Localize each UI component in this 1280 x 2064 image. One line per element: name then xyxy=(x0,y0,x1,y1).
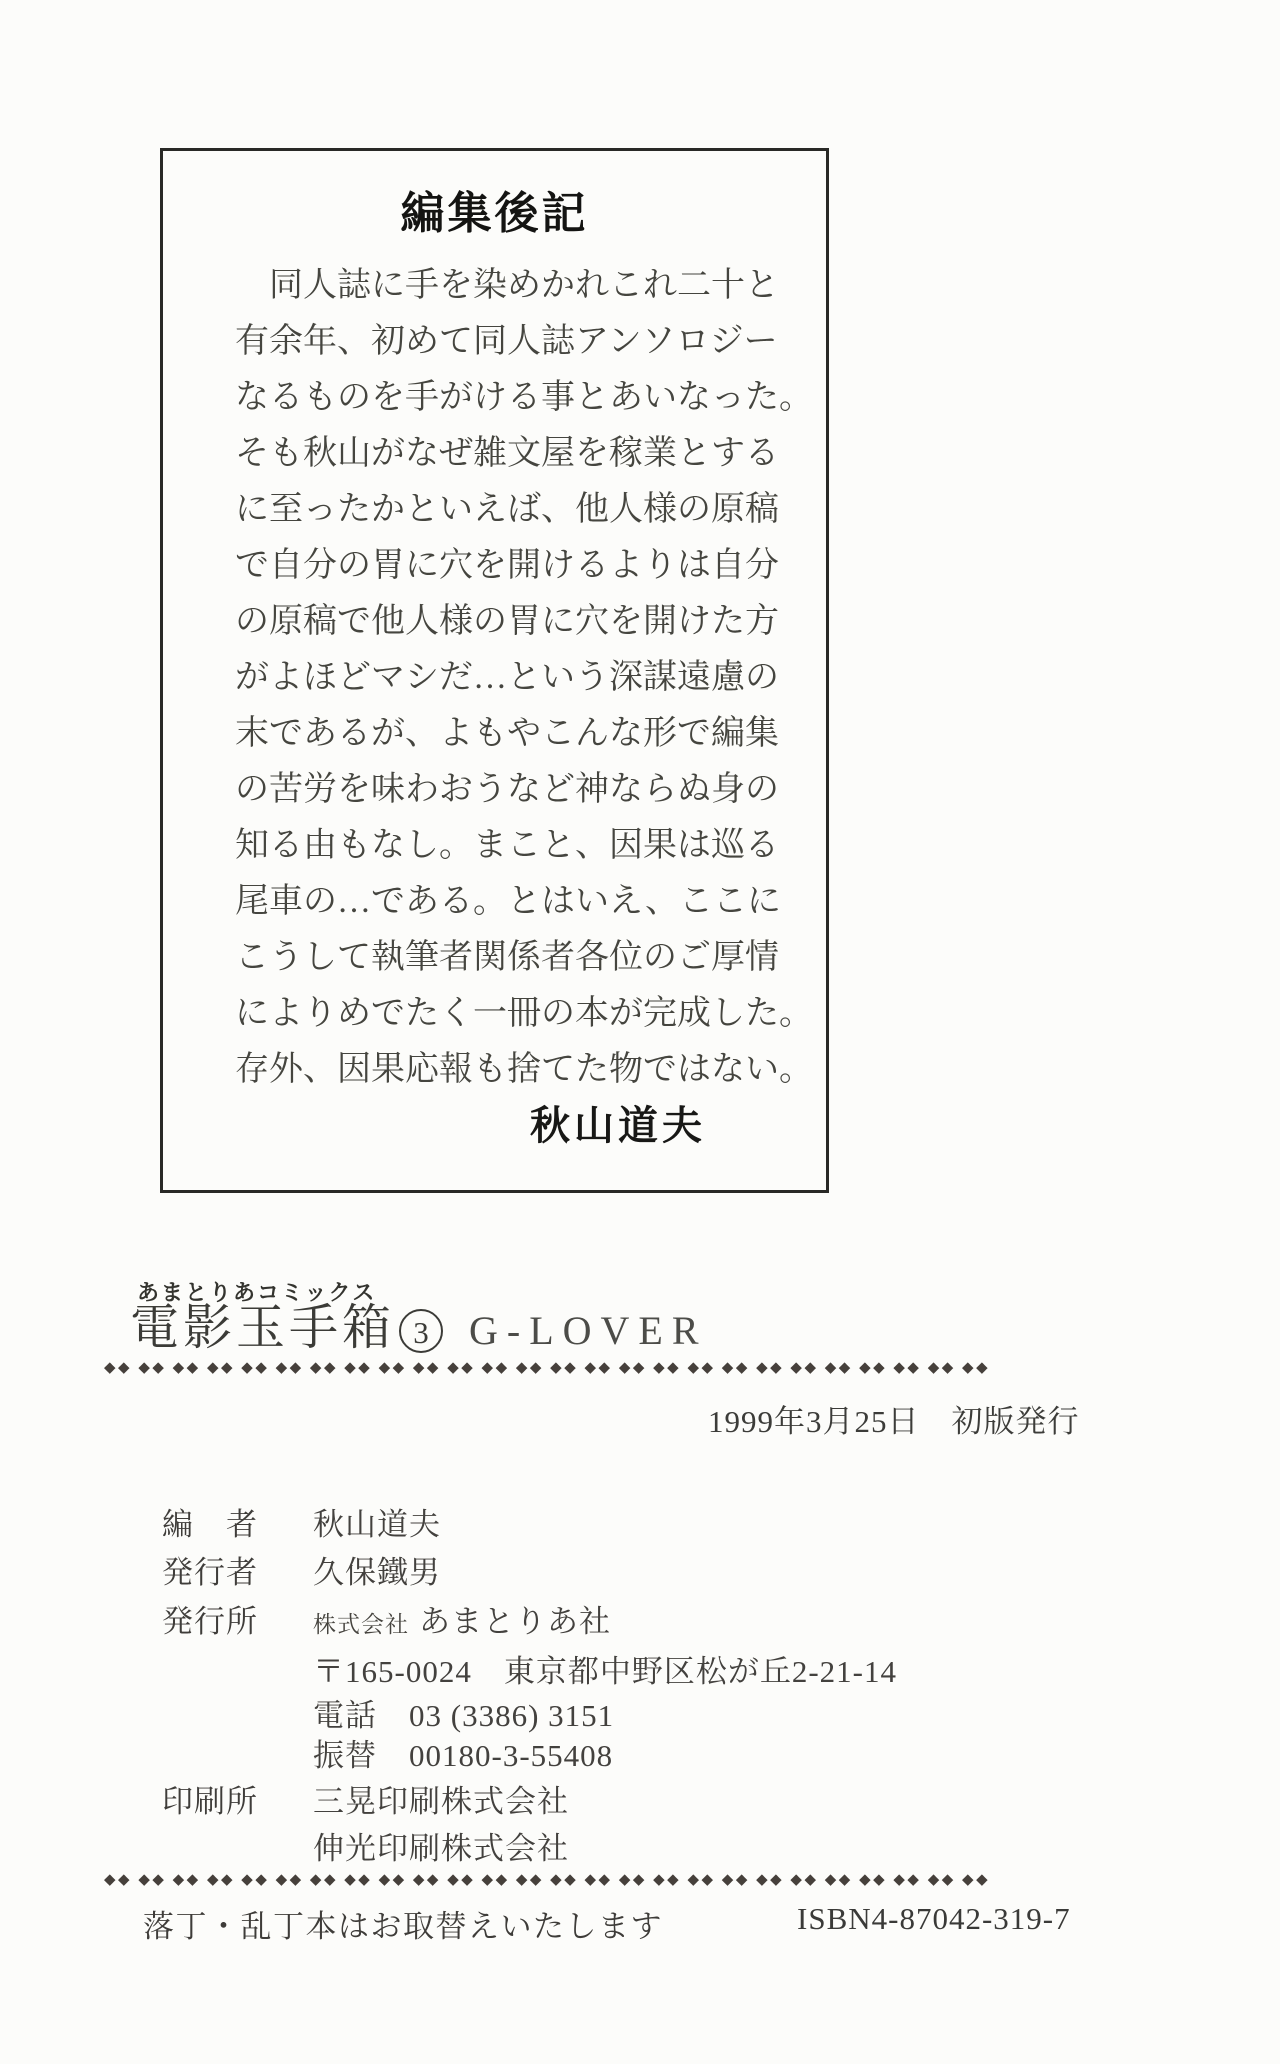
afterword-line: の苦労を味わおうなど神ならぬ身の xyxy=(235,771,779,808)
row-label: 印刷所 xyxy=(162,1784,258,1819)
afterword-line: 知る由もなし。まこと、因果は巡る xyxy=(235,827,779,864)
book-title-row xyxy=(130,1300,708,1355)
afterword-title: 編集後記 xyxy=(400,189,589,238)
afterword-line: なるものを手がける事とあいなった。 xyxy=(235,379,813,416)
colophon-row-publisher-person xyxy=(162,1554,441,1591)
colophon-row-editor xyxy=(162,1506,441,1543)
colophon-row-postal-transfer xyxy=(162,1737,613,1774)
colophon-row-publishing-house xyxy=(162,1603,611,1640)
book-title: 電影玉手箱 xyxy=(130,1300,396,1355)
afterword-box xyxy=(160,148,829,1193)
row-value: 振替 00180-3-55408 xyxy=(313,1738,614,1773)
afterword-body xyxy=(163,258,826,1098)
row-value: 秋山道夫 xyxy=(313,1507,441,1542)
isbn-code: ISBN4-87042-319-7 xyxy=(797,1901,1071,1936)
afterword-line: の原稿で他人様の胃に穴を開けた方 xyxy=(235,603,779,640)
row-value xyxy=(313,1603,611,1640)
afterword-line: そも秋山がなぜ雑文屋を稼業とする xyxy=(235,435,779,472)
row-value: 電話 03 (3386) 3151 xyxy=(313,1698,615,1733)
series-label: あまとりあコミックス xyxy=(137,1280,377,1305)
colophon-table xyxy=(162,1506,1142,1876)
afterword-line: によりめでたく一冊の本が完成した。 xyxy=(235,995,813,1032)
afterword-line: 存外、因果応報も捨てた物ではない。 xyxy=(235,1051,813,1088)
afterword-line: 尾車の…である。とはいえ、ここに xyxy=(235,883,782,920)
afterword-line: 同人誌に手を染めかれこれ二十と xyxy=(235,267,779,304)
row-value: 〒165-0024 東京都中野区松が丘2-21-14 xyxy=(313,1654,897,1689)
row-label: 発行所 xyxy=(162,1604,258,1639)
afterword-line: に至ったかといえば、他人様の原稿 xyxy=(235,491,779,528)
row-value: 久保鐵男 xyxy=(313,1555,441,1590)
volume-badge: 3 xyxy=(399,1309,443,1353)
colophon-row-phone xyxy=(162,1697,614,1734)
colophon-row-address xyxy=(162,1653,897,1690)
colophon-row-printer-2 xyxy=(162,1830,569,1867)
colophon-row-printer-1 xyxy=(162,1783,569,1820)
diamond-divider-top: ◆◆ ◆◆ ◆◆ ◆◆ ◆◆ ◆◆ ◆◆ ◆◆ ◆◆ ◆◆ ◆◆ ◆◆ ◆◆ ◆◆ ◆◆ ◆◆ ◆◆ ◆◆ ◆◆ ◆◆ ◆◆ ◆◆ ◆◆ ◆◆ ◆◆ ◆◆ xyxy=(104,1361,991,1376)
row-label: 編 者 xyxy=(162,1507,258,1542)
row-label: 発行者 xyxy=(162,1555,258,1590)
edition-date: 1999年3月25日 初版発行 xyxy=(708,1404,1080,1439)
afterword-line: 末であるが、よもやこんな形で編集 xyxy=(235,715,779,752)
company-name: あまとりあ社 xyxy=(419,1604,611,1639)
afterword-signature: 秋山道夫 xyxy=(530,1104,706,1148)
diamond-divider-bottom: ◆◆ ◆◆ ◆◆ ◆◆ ◆◆ ◆◆ ◆◆ ◆◆ ◆◆ ◆◆ ◆◆ ◆◆ ◆◆ ◆◆ ◆◆ ◆◆ ◆◆ ◆◆ ◆◆ ◆◆ ◆◆ ◆◆ ◆◆ ◆◆ ◆◆ ◆◆ xyxy=(104,1873,991,1888)
afterword-line: で自分の胃に穴を開けるよりは自分 xyxy=(235,547,779,584)
afterword-line: こうして執筆者関係者各位のご厚情 xyxy=(235,939,779,976)
company-type-prefix: 株式会社 xyxy=(313,1612,409,1637)
afterword-line: 有余年、初めて同人誌アンソロジー xyxy=(235,323,778,360)
book-subtitle: G-LOVER xyxy=(469,1308,708,1353)
row-value: 三晃印刷株式会社 xyxy=(313,1784,569,1819)
row-value: 伸光印刷株式会社 xyxy=(313,1831,569,1866)
afterword-line: がよほどマシだ…という深謀遠慮の xyxy=(235,659,779,696)
replacement-notice: 落丁・乱丁本はお取替えいたします xyxy=(143,1909,663,1944)
